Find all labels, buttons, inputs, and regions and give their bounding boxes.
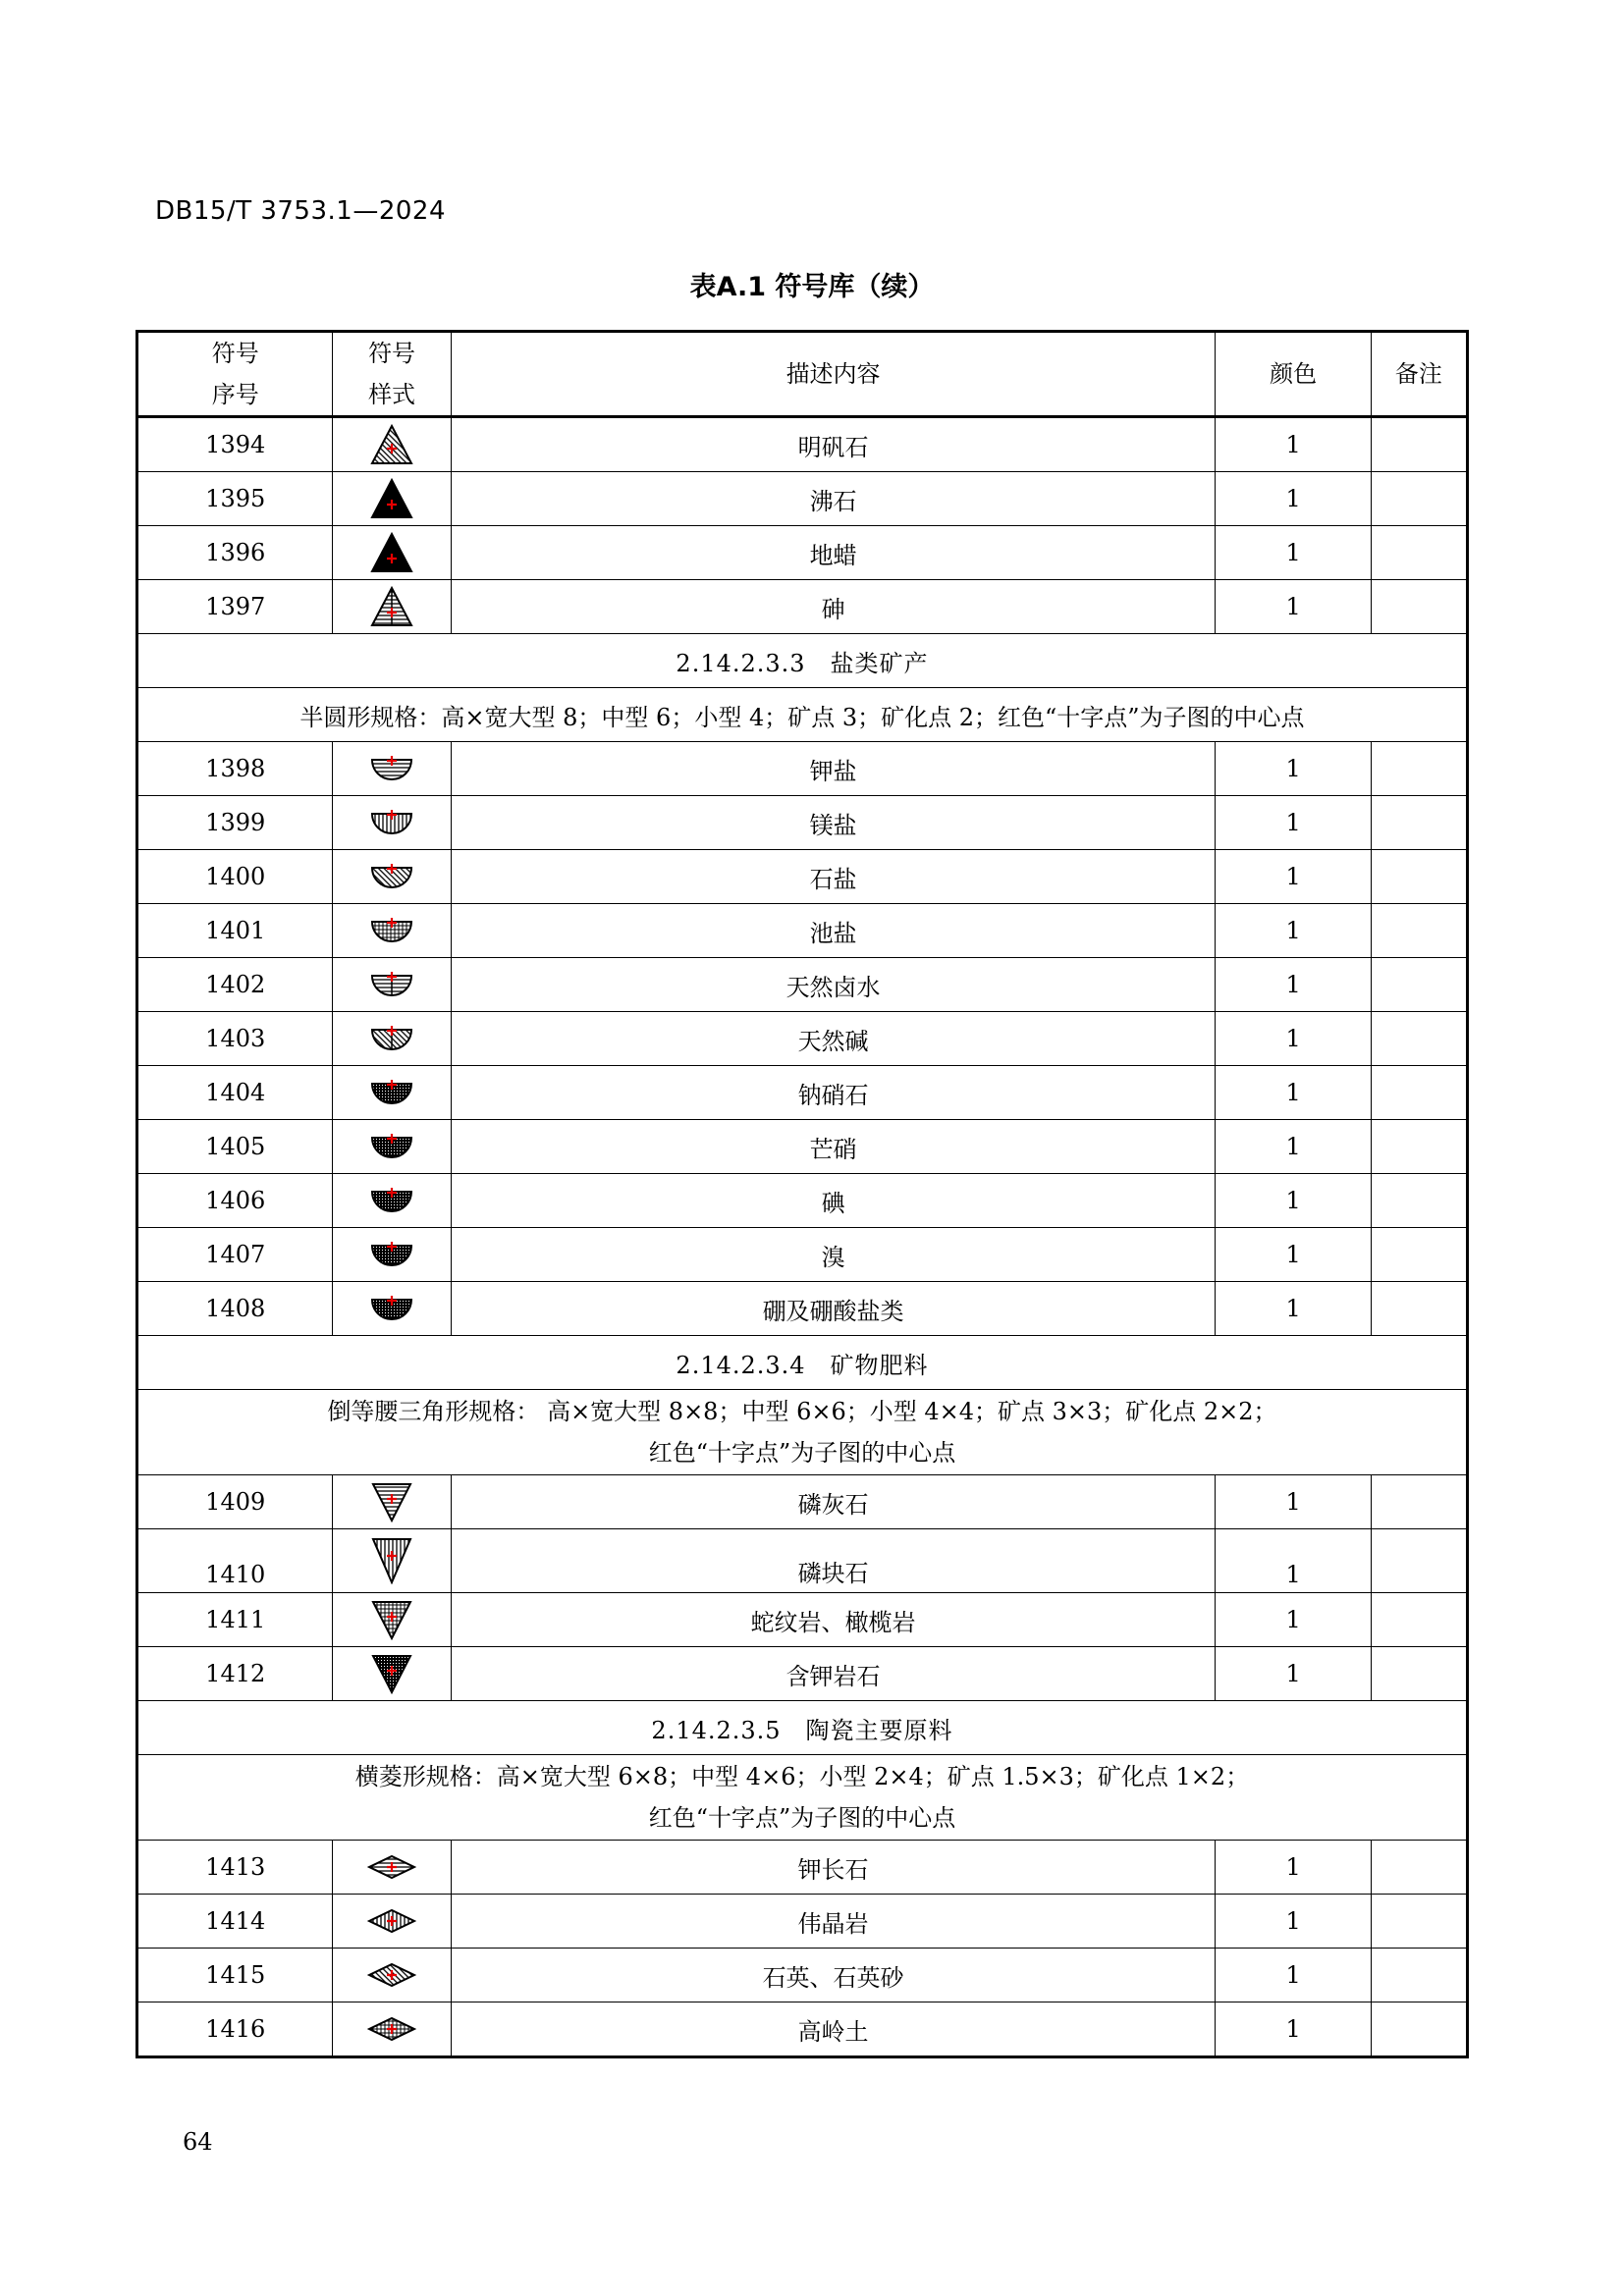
symbol-note xyxy=(1371,850,1467,904)
symbol-description: 芒硝 xyxy=(451,1120,1216,1174)
section-heading-salt: 2.14.2.3.3 盐类矿产 xyxy=(137,634,1468,688)
header-note: 备注 xyxy=(1371,332,1467,417)
symbol-number: 1397 xyxy=(137,580,333,634)
symbol-number: 1398 xyxy=(137,742,333,796)
table-row xyxy=(137,850,1468,904)
symbol-color: 1 xyxy=(1216,796,1371,850)
symbol-note xyxy=(1371,1593,1467,1647)
symbol-style-cell xyxy=(333,580,451,634)
semicircle-dense-grid-icon xyxy=(369,1186,414,1215)
symbol-number: 1410 xyxy=(137,1529,333,1593)
spec-row xyxy=(137,1755,1468,1841)
semicircle-diagonal-hatch-icon xyxy=(369,1024,414,1053)
symbol-color: 1 xyxy=(1216,1895,1371,1949)
symbol-number: 1407 xyxy=(137,1228,333,1282)
symbol-description: 钾盐 xyxy=(451,742,1216,796)
symbol-style-cell xyxy=(333,1841,451,1895)
header-row xyxy=(137,332,1468,417)
spec-row xyxy=(137,688,1468,742)
symbol-description: 镁盐 xyxy=(451,796,1216,850)
symbol-description: 砷 xyxy=(451,580,1216,634)
symbol-note xyxy=(1371,1841,1467,1895)
symbol-description: 蛇纹岩、橄榄岩 xyxy=(451,1593,1216,1647)
symbol-style-cell xyxy=(333,1593,451,1647)
symbol-description: 钾长石 xyxy=(451,1841,1216,1895)
symbol-note xyxy=(1371,958,1467,1012)
symbol-description: 天然卤水 xyxy=(451,958,1216,1012)
triangle-solid-icon xyxy=(370,532,413,573)
document-id: DB15/T 3753.1—2024 xyxy=(155,196,446,226)
symbol-number: 1395 xyxy=(137,472,333,526)
spec-row xyxy=(137,1390,1468,1475)
diamond-horizontal-hatch-icon xyxy=(367,1853,416,1881)
symbol-color: 1 xyxy=(1216,417,1371,472)
symbol-number: 1414 xyxy=(137,1895,333,1949)
table-row xyxy=(137,796,1468,850)
table-row xyxy=(137,1949,1468,2002)
symbol-note xyxy=(1371,1647,1467,1701)
header-desc: 描述内容 xyxy=(451,332,1216,417)
symbol-description: 沸石 xyxy=(451,472,1216,526)
symbol-number: 1406 xyxy=(137,1174,333,1228)
symbol-style-cell xyxy=(333,1529,451,1593)
symbol-number: 1394 xyxy=(137,417,333,472)
symbol-description: 天然碱 xyxy=(451,1012,1216,1066)
symbol-number: 1409 xyxy=(137,1475,333,1529)
symbol-number: 1404 xyxy=(137,1066,333,1120)
symbol-description: 明矾石 xyxy=(451,417,1216,472)
table-row xyxy=(137,742,1468,796)
symbol-note xyxy=(1371,1228,1467,1282)
symbol-color: 1 xyxy=(1216,1066,1371,1120)
table-row xyxy=(137,1066,1468,1120)
symbol-description: 钠硝石 xyxy=(451,1066,1216,1120)
diamond-vertical-hatch-icon xyxy=(367,1907,416,1935)
table-row xyxy=(137,1012,1468,1066)
symbol-note xyxy=(1371,1012,1467,1066)
symbol-style-cell xyxy=(333,472,451,526)
symbol-color: 1 xyxy=(1216,742,1371,796)
symbol-style-cell xyxy=(333,1228,451,1282)
table-row xyxy=(137,1529,1468,1593)
semicircle-diagonal-hatch-icon xyxy=(369,862,414,891)
table-row xyxy=(137,1895,1468,1949)
table-row xyxy=(137,1593,1468,1647)
symbol-note xyxy=(1371,1475,1467,1529)
symbol-description: 石盐 xyxy=(451,850,1216,904)
symbol-number: 1402 xyxy=(137,958,333,1012)
symbol-note xyxy=(1371,1120,1467,1174)
symbol-color: 1 xyxy=(1216,1593,1371,1647)
table-row xyxy=(137,1120,1468,1174)
symbol-color: 1 xyxy=(1216,1228,1371,1282)
symbol-style-cell xyxy=(333,2002,451,2057)
symbol-number: 1415 xyxy=(137,1949,333,2002)
symbol-style-cell xyxy=(333,850,451,904)
symbol-description: 石英、石英砂 xyxy=(451,1949,1216,2002)
inverted-triangle-grid-icon xyxy=(371,1599,412,1640)
table-row xyxy=(137,958,1468,1012)
table-row xyxy=(137,1475,1468,1529)
semicircle-dense-grid-icon xyxy=(369,1132,414,1161)
symbol-style-cell xyxy=(333,526,451,580)
symbol-description: 池盐 xyxy=(451,904,1216,958)
semicircle-dense-grid-icon xyxy=(369,1240,414,1269)
symbol-color: 1 xyxy=(1216,1529,1371,1593)
symbol-style-cell xyxy=(333,1647,451,1701)
inverted-triangle-dense-grid-icon xyxy=(371,1653,412,1694)
section-heading-fertilizer: 2.14.2.3.4 矿物肥料 xyxy=(137,1336,1468,1390)
inverted-triangle-vertical-hatch-icon xyxy=(371,1537,412,1584)
symbol-style-cell xyxy=(333,1066,451,1120)
inverted-triangle-horizontal-hatch-icon xyxy=(371,1481,412,1522)
table-row xyxy=(137,1841,1468,1895)
symbol-number: 1396 xyxy=(137,526,333,580)
symbol-style-cell xyxy=(333,1120,451,1174)
symbol-style-cell xyxy=(333,1949,451,2002)
symbol-number: 1403 xyxy=(137,1012,333,1066)
section-heading-row xyxy=(137,1336,1468,1390)
spec-salt: 半圆形规格：高×宽大型 8；中型 6；小型 4；矿点 3；矿化点 2；红色“十字点”为子图的中心点 xyxy=(137,688,1468,742)
symbol-color: 1 xyxy=(1216,526,1371,580)
symbol-description: 磷灰石 xyxy=(451,1475,1216,1529)
symbol-style-cell xyxy=(333,742,451,796)
symbol-style-cell xyxy=(333,1012,451,1066)
symbol-note xyxy=(1371,742,1467,796)
section-heading-row xyxy=(137,1701,1468,1755)
symbol-color: 1 xyxy=(1216,1841,1371,1895)
symbol-description: 硼及硼酸盐类 xyxy=(451,1282,1216,1336)
symbol-description: 含钾岩石 xyxy=(451,1647,1216,1701)
symbol-note xyxy=(1371,580,1467,634)
symbol-number: 1413 xyxy=(137,1841,333,1895)
symbol-note xyxy=(1371,1529,1467,1593)
symbol-color: 1 xyxy=(1216,1475,1371,1529)
symbol-style-cell xyxy=(333,417,451,472)
symbol-number: 1405 xyxy=(137,1120,333,1174)
symbol-description: 溴 xyxy=(451,1228,1216,1282)
symbol-note xyxy=(1371,1282,1467,1336)
spec-ceramic: 横菱形规格：高×宽大型 6×8；中型 4×6；小型 2×4；矿点 1.5×3；矿化点 1×2； 红色“十字点”为子图的中心点 xyxy=(137,1755,1468,1841)
symbol-number: 1416 xyxy=(137,2002,333,2057)
semicircle-vertical-hatch-icon xyxy=(369,808,414,837)
symbol-style-cell xyxy=(333,1174,451,1228)
symbol-number: 1411 xyxy=(137,1593,333,1647)
symbol-color: 1 xyxy=(1216,1282,1371,1336)
symbol-color: 1 xyxy=(1216,958,1371,1012)
symbol-note xyxy=(1371,526,1467,580)
symbol-number: 1400 xyxy=(137,850,333,904)
triangle-solid-icon xyxy=(370,478,413,519)
symbol-color: 1 xyxy=(1216,1647,1371,1701)
symbol-description: 磷块石 xyxy=(451,1529,1216,1593)
symbol-style-cell xyxy=(333,1282,451,1336)
semicircle-horizontal-hatch-icon xyxy=(369,970,414,999)
symbol-number: 1401 xyxy=(137,904,333,958)
symbol-style-cell xyxy=(333,958,451,1012)
symbol-style-cell xyxy=(333,1475,451,1529)
table-title: 表A.1 符号库（续） xyxy=(689,272,935,302)
symbol-color: 1 xyxy=(1216,472,1371,526)
symbol-color: 1 xyxy=(1216,904,1371,958)
diamond-grid-icon xyxy=(367,2015,416,2043)
table-row xyxy=(137,1647,1468,1701)
symbol-note xyxy=(1371,1949,1467,2002)
header-color: 颜色 xyxy=(1216,332,1371,417)
symbol-number: 1412 xyxy=(137,1647,333,1701)
semicircle-dense-grid-icon xyxy=(369,1294,414,1323)
symbol-style-cell xyxy=(333,1895,451,1949)
symbol-color: 1 xyxy=(1216,580,1371,634)
page-number: 64 xyxy=(183,2128,213,2156)
symbol-description: 碘 xyxy=(451,1174,1216,1228)
symbol-color: 1 xyxy=(1216,850,1371,904)
table-row xyxy=(137,472,1468,526)
table-row xyxy=(137,526,1468,580)
symbol-color: 1 xyxy=(1216,1174,1371,1228)
table-row xyxy=(137,1174,1468,1228)
symbol-color: 1 xyxy=(1216,2002,1371,2057)
table-row xyxy=(137,2002,1468,2057)
symbol-color: 1 xyxy=(1216,1012,1371,1066)
diamond-diagonal-hatch-icon xyxy=(367,1961,416,1989)
section-heading-ceramic: 2.14.2.3.5 陶瓷主要原料 xyxy=(137,1701,1468,1755)
section-heading-row xyxy=(137,634,1468,688)
table-row xyxy=(137,580,1468,634)
symbol-note xyxy=(1371,796,1467,850)
header-seq: 符号 序号 xyxy=(137,332,333,417)
table-row xyxy=(137,904,1468,958)
symbol-description: 地蜡 xyxy=(451,526,1216,580)
semicircle-dense-grid-icon xyxy=(369,1078,414,1107)
semicircle-cross-hatch-icon xyxy=(369,916,414,945)
symbol-style-cell xyxy=(333,904,451,958)
symbol-note xyxy=(1371,2002,1467,2057)
symbol-description: 高岭土 xyxy=(451,2002,1216,2057)
triangle-horizontal-hatch-icon xyxy=(370,586,413,627)
table-row xyxy=(137,1228,1468,1282)
symbol-note xyxy=(1371,1066,1467,1120)
table-row xyxy=(137,417,1468,472)
symbol-color: 1 xyxy=(1216,1120,1371,1174)
symbol-note xyxy=(1371,472,1467,526)
triangle-diagonal-hatch-icon xyxy=(370,424,413,465)
symbol-note xyxy=(1371,904,1467,958)
symbol-note xyxy=(1371,1174,1467,1228)
symbol-note xyxy=(1371,1895,1467,1949)
header-style: 符号 样式 xyxy=(333,332,451,417)
symbol-description: 伟晶岩 xyxy=(451,1895,1216,1949)
spec-fertilizer: 倒等腰三角形规格： 高×宽大型 8×8；中型 6×6；小型 4×4；矿点 3×3；矿化点 2×2； 红色“十字点”为子图的中心点 xyxy=(137,1390,1468,1475)
symbol-color: 1 xyxy=(1216,1949,1371,2002)
symbol-note xyxy=(1371,417,1467,472)
semicircle-horizontal-hatch-icon xyxy=(369,754,414,783)
symbol-number: 1399 xyxy=(137,796,333,850)
symbol-style-cell xyxy=(333,796,451,850)
table-row xyxy=(137,1282,1468,1336)
symbol-table xyxy=(135,330,1469,2058)
symbol-number: 1408 xyxy=(137,1282,333,1336)
